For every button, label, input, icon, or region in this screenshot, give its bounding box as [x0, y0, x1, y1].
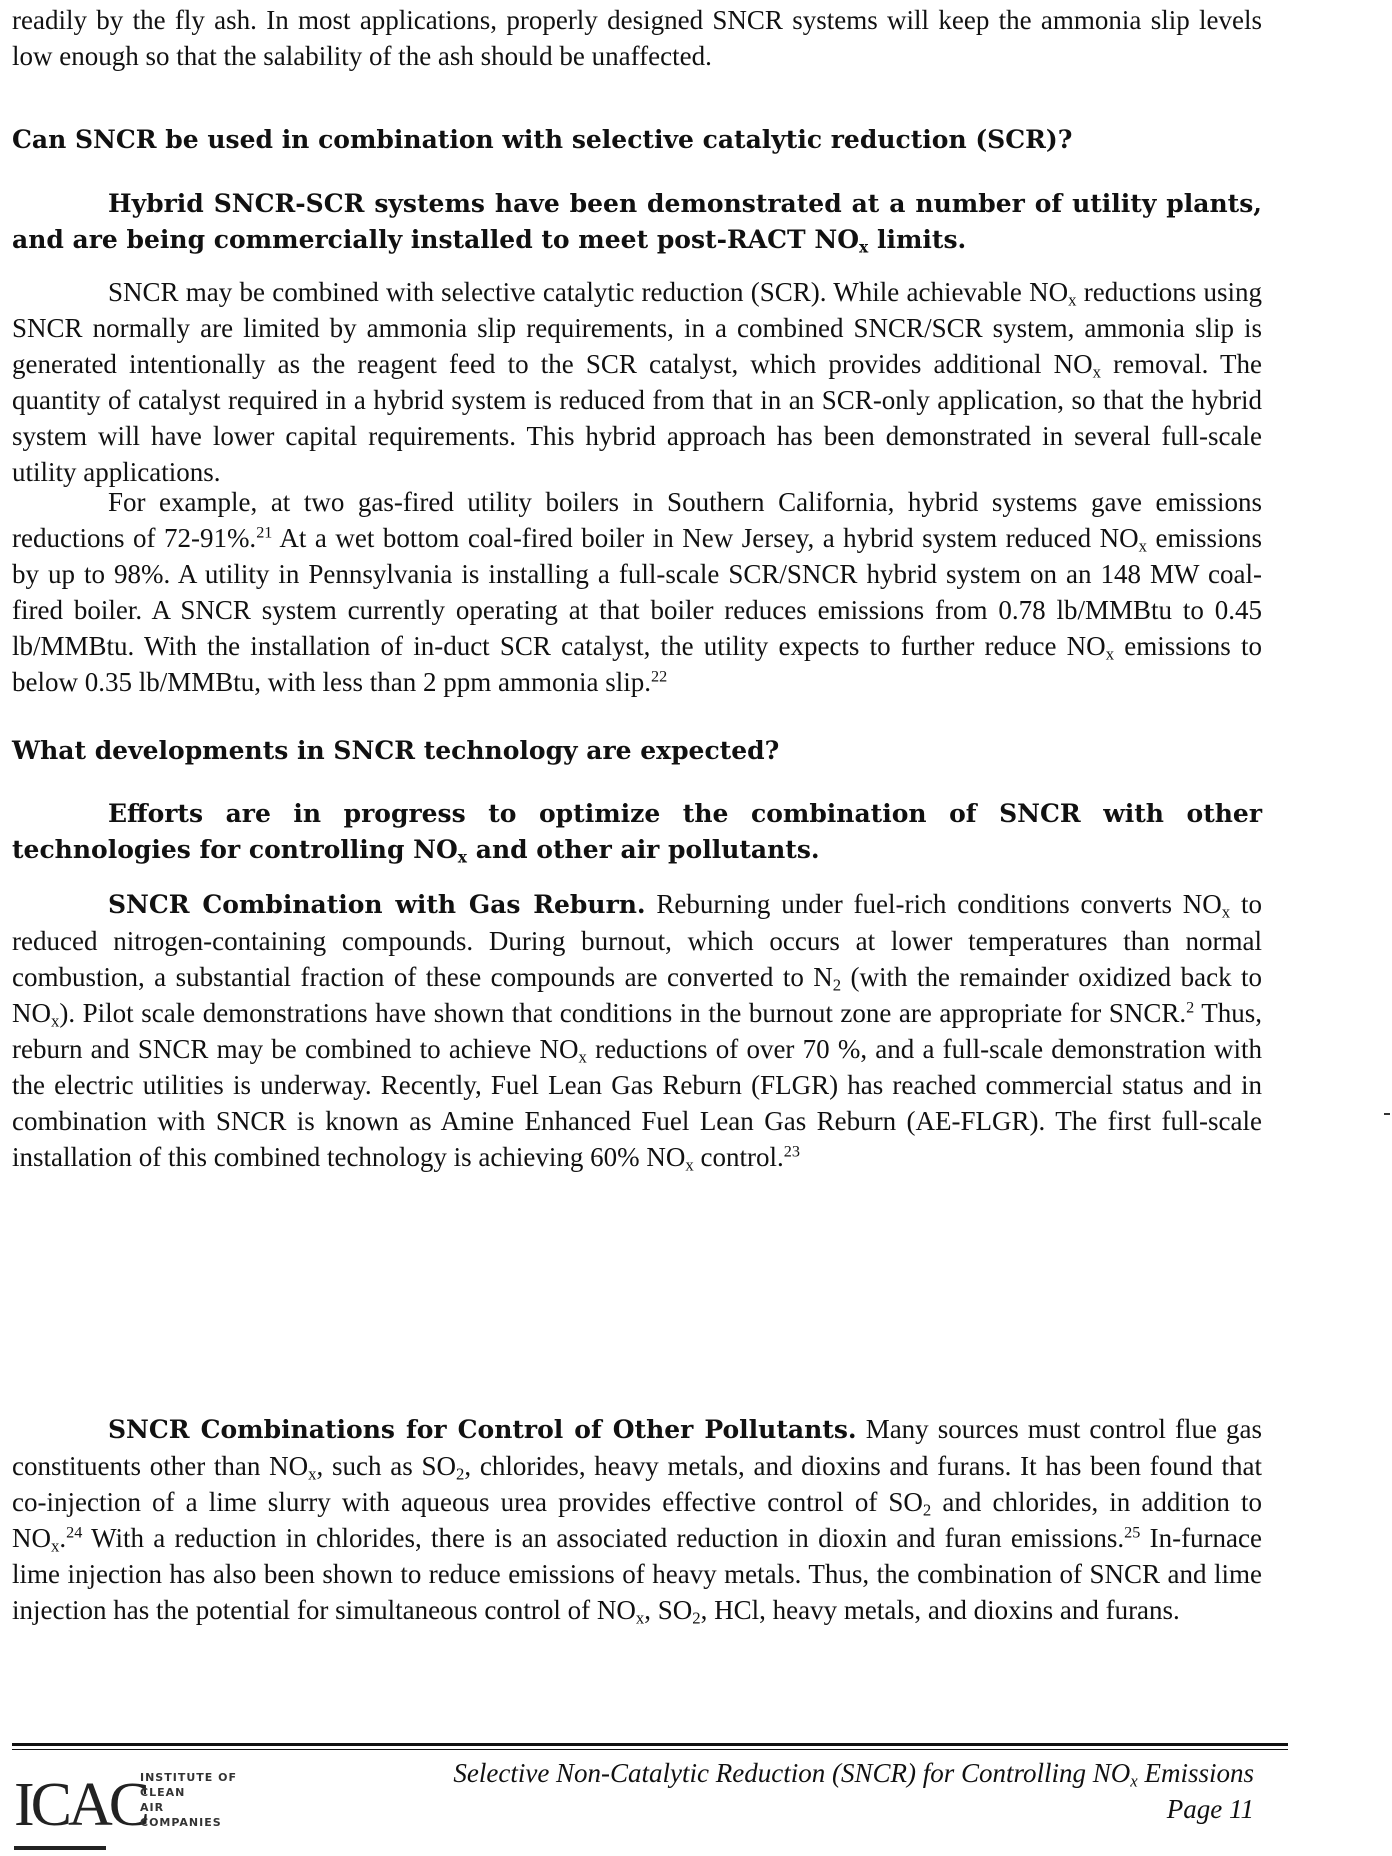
page-number: Page 11 — [1166, 1794, 1254, 1824]
text: Efforts are in progress to optimize the combination of SNCR with other technologies for controlling NO — [12, 799, 1262, 864]
footnote-ref: 22 — [650, 667, 668, 686]
text: (with the remainder oxidized back to NO — [12, 962, 1262, 1028]
text: , chlorides, heavy metals, and dioxins and furans. It has been found that co-injection of a lime slurry with aqueous urea provides effective control of SO — [12, 1451, 1262, 1517]
subscript: x — [1130, 1771, 1138, 1791]
paragraph-hybrid-description — [12, 274, 1262, 490]
paragraph-continuation — [12, 2, 1262, 74]
text: emissions to below 0.35 lb/MMBtu, with less than 2 ppm ammonia slip. — [12, 631, 1262, 697]
logo-wordmark — [140, 1770, 237, 1830]
run-in-heading: SNCR Combinations for Control of Other Pollutants. — [108, 1415, 857, 1444]
run-in-heading: SNCR Combination with Gas Reburn. — [108, 890, 646, 919]
text: and chlorides, in addition to NO — [12, 1487, 1262, 1553]
paragraph-other-pollutants — [12, 1411, 1262, 1628]
text: control. — [693, 1142, 784, 1172]
text: removal. The quantity of catalyst required in a hybrid system is reduced from that in an SCR-only application, so that the hybrid system will have lower capital requirements. This hybrid approach has been demonstrated in several full-scale utility applications. — [12, 349, 1262, 487]
text: Emissions — [1137, 1758, 1254, 1788]
logo-mark: ICAC — [14, 1771, 147, 1839]
subscript: 2 — [832, 975, 842, 995]
footnote-ref: 25 — [1124, 1523, 1141, 1542]
text: For example, at two gas-fired utility boilers in Southern California, hybrid systems gave emissions reductions of 72-91%. — [12, 487, 1262, 553]
subscript: x — [1221, 902, 1231, 922]
subscript: x — [1068, 290, 1077, 310]
text: reductions using SNCR normally are limited by ammonia slip requirements, in a combined SNCR/SCR system, ammonia slip is generated intentionally as the reagent feed to the SCR catalyst, which provides additional NO — [12, 277, 1262, 379]
logo-underline — [14, 1846, 106, 1850]
subscript: 2 — [455, 1464, 465, 1484]
footer-rule-thin — [12, 1749, 1288, 1750]
subscript: x — [51, 1536, 60, 1556]
document-page — [12, 0, 1262, 1856]
paragraph-gas-reburn — [12, 886, 1262, 1175]
text: Selective Non-Catalytic Reduction (SNCR) for Controlling NO — [453, 1758, 1131, 1788]
footnote-ref: 24 — [66, 1523, 83, 1542]
footnote-ref: 2 — [1186, 998, 1195, 1017]
logo-line: INSTITUTE OF — [140, 1771, 237, 1784]
subscript: x — [859, 237, 869, 257]
subscript: 2 — [922, 1500, 932, 1520]
text: In-furnace lime injection has also been shown to reduce emissions of heavy metals. Thus, the combination of SNCR and lime injection has the potential for simultaneous control of NO — [12, 1523, 1263, 1625]
text: ). Pilot scale demonstrations have shown that conditions in the burnout zone are appropriate for SNCR. — [59, 998, 1187, 1028]
scan-mark — [1384, 1113, 1390, 1115]
subscript: x — [578, 1047, 587, 1067]
heading-text: Can SNCR be used in combination with selective catalytic reduction (SCR)? — [12, 125, 1073, 154]
subscript: x — [685, 1155, 694, 1175]
text: , HCl, heavy metals, and dioxins and furans. — [700, 1595, 1180, 1625]
text: Many sources must control flue gas constituents other than NO — [12, 1414, 1263, 1481]
section-heading-developments — [12, 733, 1262, 769]
subscript: x — [1105, 644, 1115, 664]
text: to reduced nitrogen-containing compounds. During burnout, which occurs at lower temperatures than normal combustion, a substantial fraction of these compounds are converted to N — [12, 889, 1262, 992]
subscript: x — [1092, 362, 1102, 382]
footer-document-title — [254, 1756, 1254, 1790]
heading-text: What developments in SNCR technology are expected? — [12, 736, 780, 765]
subscript: x — [635, 1608, 645, 1628]
text: Reburning under fuel-rich conditions converts NO — [645, 889, 1222, 919]
text: At a wet bottom coal-fired boiler in New Jersey, a hybrid system reduced NO — [272, 523, 1139, 553]
text: limits. — [868, 225, 967, 254]
logo-line: CLEAN — [140, 1786, 186, 1799]
subscript: 2 — [692, 1608, 701, 1628]
text: SNCR may be combined with selective catalytic reduction (SCR). While achievable NO — [108, 277, 1069, 307]
subscript: x — [51, 1011, 60, 1031]
footnote-ref: 23 — [783, 1142, 800, 1161]
text: reductions of over 70 %, and a full-scale demonstration with the electric utilities is underway. Recently, Fuel Lean Gas Reburn (FLGR) has reached commercial status and in combination with SNCR is known as Amine Enhanced Fuel Lean Gas Reburn (AE-FLGR). The first full-scale installation of this combined technology is achieving 60% NO — [12, 1034, 1262, 1172]
subscript: x — [457, 847, 468, 867]
section-heading-scr-combination — [12, 122, 1262, 158]
lead-summary-hybrid — [12, 186, 1262, 258]
icac-logo — [14, 1764, 274, 1856]
logo-line: AIR — [140, 1801, 165, 1814]
text: and other air pollutants. — [467, 835, 820, 864]
subscript: x — [308, 1464, 317, 1484]
subscript: x — [1138, 536, 1147, 556]
text: readily by the fly ash. In most applications, properly designed SNCR systems will keep the ammonia slip levels low enough so that the salability of the ash should be unaffected. — [12, 5, 1262, 71]
text: . — [59, 1523, 67, 1553]
text: , SO — [644, 1595, 693, 1625]
footer-rule — [12, 1743, 1288, 1746]
text: , such as SO — [316, 1451, 456, 1481]
text: With a reduction in chlorides, there is an associated reduction in dioxin and furan emissions. — [82, 1523, 1125, 1553]
footnote-ref: 21 — [256, 523, 273, 542]
lead-summary-developments — [12, 796, 1262, 868]
text: Thus, reburn and SNCR may be combined to achieve NO — [12, 998, 1262, 1064]
paragraph-hybrid-examples — [12, 484, 1262, 700]
logo-line: COMPANIES — [140, 1816, 222, 1829]
text: Hybrid SNCR-SCR systems have been demonstrated at a number of utility plants, and are being commercially installed to meet post-RACT NO — [12, 189, 1262, 254]
text: emissions by up to 98%. A utility in Pennsylvania is installing a full-scale SCR/SNCR hybrid system on an 148 MW coal-fired boiler. A SNCR system currently operating at that boiler reduces emissions from 0.78 lb/MMBtu to 0.45 lb/MMBtu. With the installation of in-duct SCR catalyst, the utility expects to further reduce NO — [12, 523, 1262, 661]
